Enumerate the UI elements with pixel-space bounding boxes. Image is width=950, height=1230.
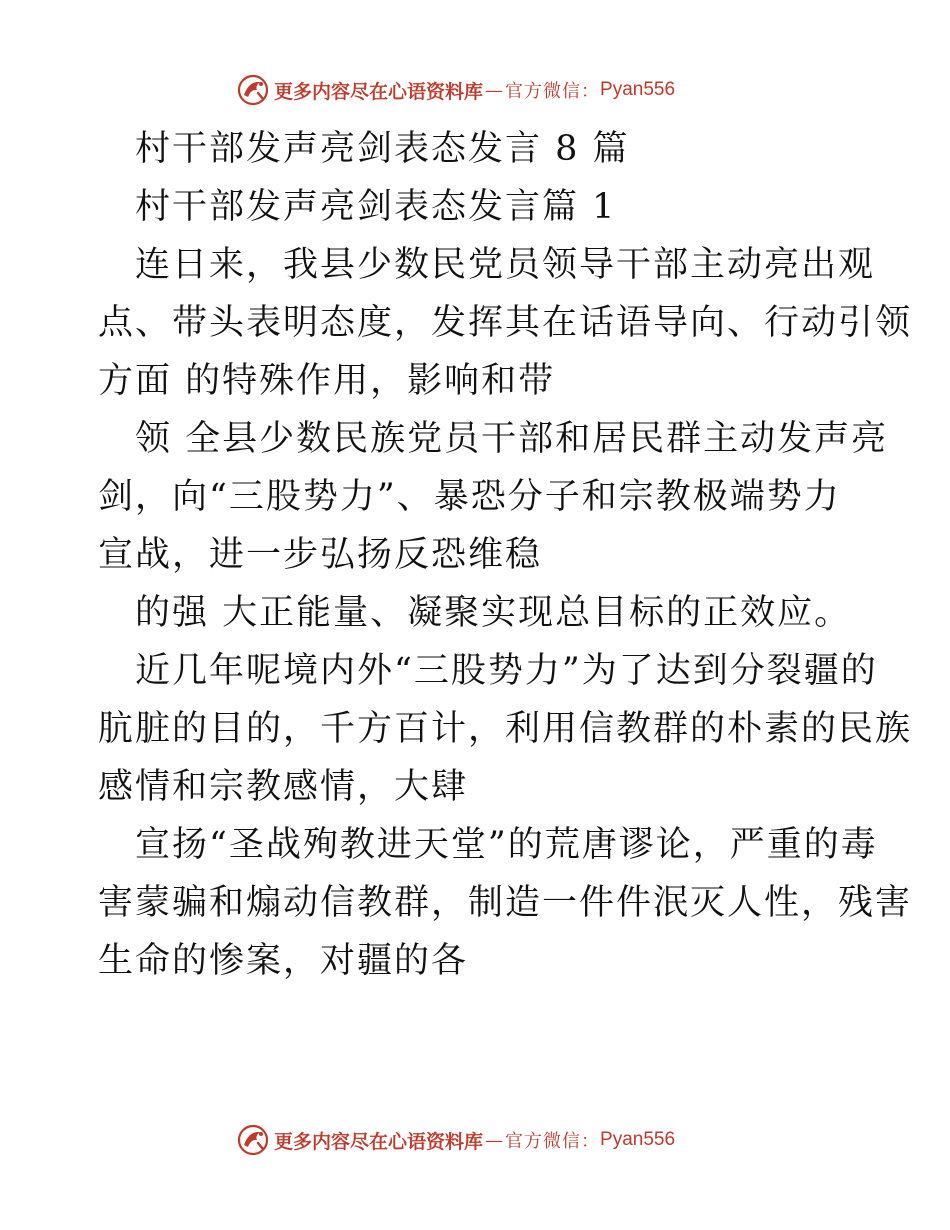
- banner-site-name: 更多内容尽在心语资料库: [274, 80, 484, 103]
- header-banner: [236, 72, 675, 108]
- red-seal-logo-icon: [236, 73, 270, 107]
- banner-site-name: 更多内容尽在心语资料库: [274, 1130, 484, 1153]
- banner-wechat-label: 官方微信：: [505, 1131, 601, 1152]
- footer-banner: [236, 1122, 675, 1158]
- doc-line: 感情和宗教感情，大肆: [98, 767, 469, 807]
- doc-line: 点、带头表明态度，发挥其在话语导向、行动引领: [98, 303, 913, 343]
- doc-line: 领 全县少数民族党员干部和居民群主动发声亮: [135, 419, 889, 459]
- doc-line: 方面 的特殊作用，影响和带: [98, 361, 556, 401]
- banner-dash: —: [485, 79, 504, 101]
- doc-line: 宣战，进一步弘扬反恐维稳: [98, 535, 543, 575]
- red-seal-logo-icon: [236, 1123, 270, 1157]
- document-body: [98, 120, 913, 990]
- banner-wechat-id: Pyan556: [600, 1129, 676, 1150]
- banner-wechat-label: 官方微信：: [505, 81, 601, 102]
- doc-line: 生命的惨案，对疆的各: [98, 941, 469, 981]
- doc-line: 害蒙骗和煽动信教群，制造一件件泯灭人性，残害: [98, 883, 913, 923]
- doc-line: 剑，向“三股势力”、暴恐分子和宗教极端势力: [98, 477, 841, 517]
- doc-line: 连日来，我县少数民党员领导干部主动亮出观: [135, 245, 876, 285]
- banner-wechat-id: Pyan556: [600, 79, 676, 100]
- doc-line: 近几年呢境内外“三股势力”为了达到分裂疆的: [135, 651, 878, 691]
- doc-line: 村干部发声亮剑表态发言 8 篇: [135, 129, 630, 169]
- doc-line: 宣扬“圣战殉教进天堂”的荒唐谬论，严重的毒: [135, 825, 878, 865]
- banner-dash: —: [485, 1129, 504, 1151]
- doc-line: 的强 大正能量、凝聚实现总目标的正效应。: [135, 593, 852, 633]
- doc-line: 肮脏的目的，千方百计，利用信教群的朴素的民族: [98, 709, 913, 749]
- doc-line: 村干部发声亮剑表态发言篇 1: [135, 187, 617, 227]
